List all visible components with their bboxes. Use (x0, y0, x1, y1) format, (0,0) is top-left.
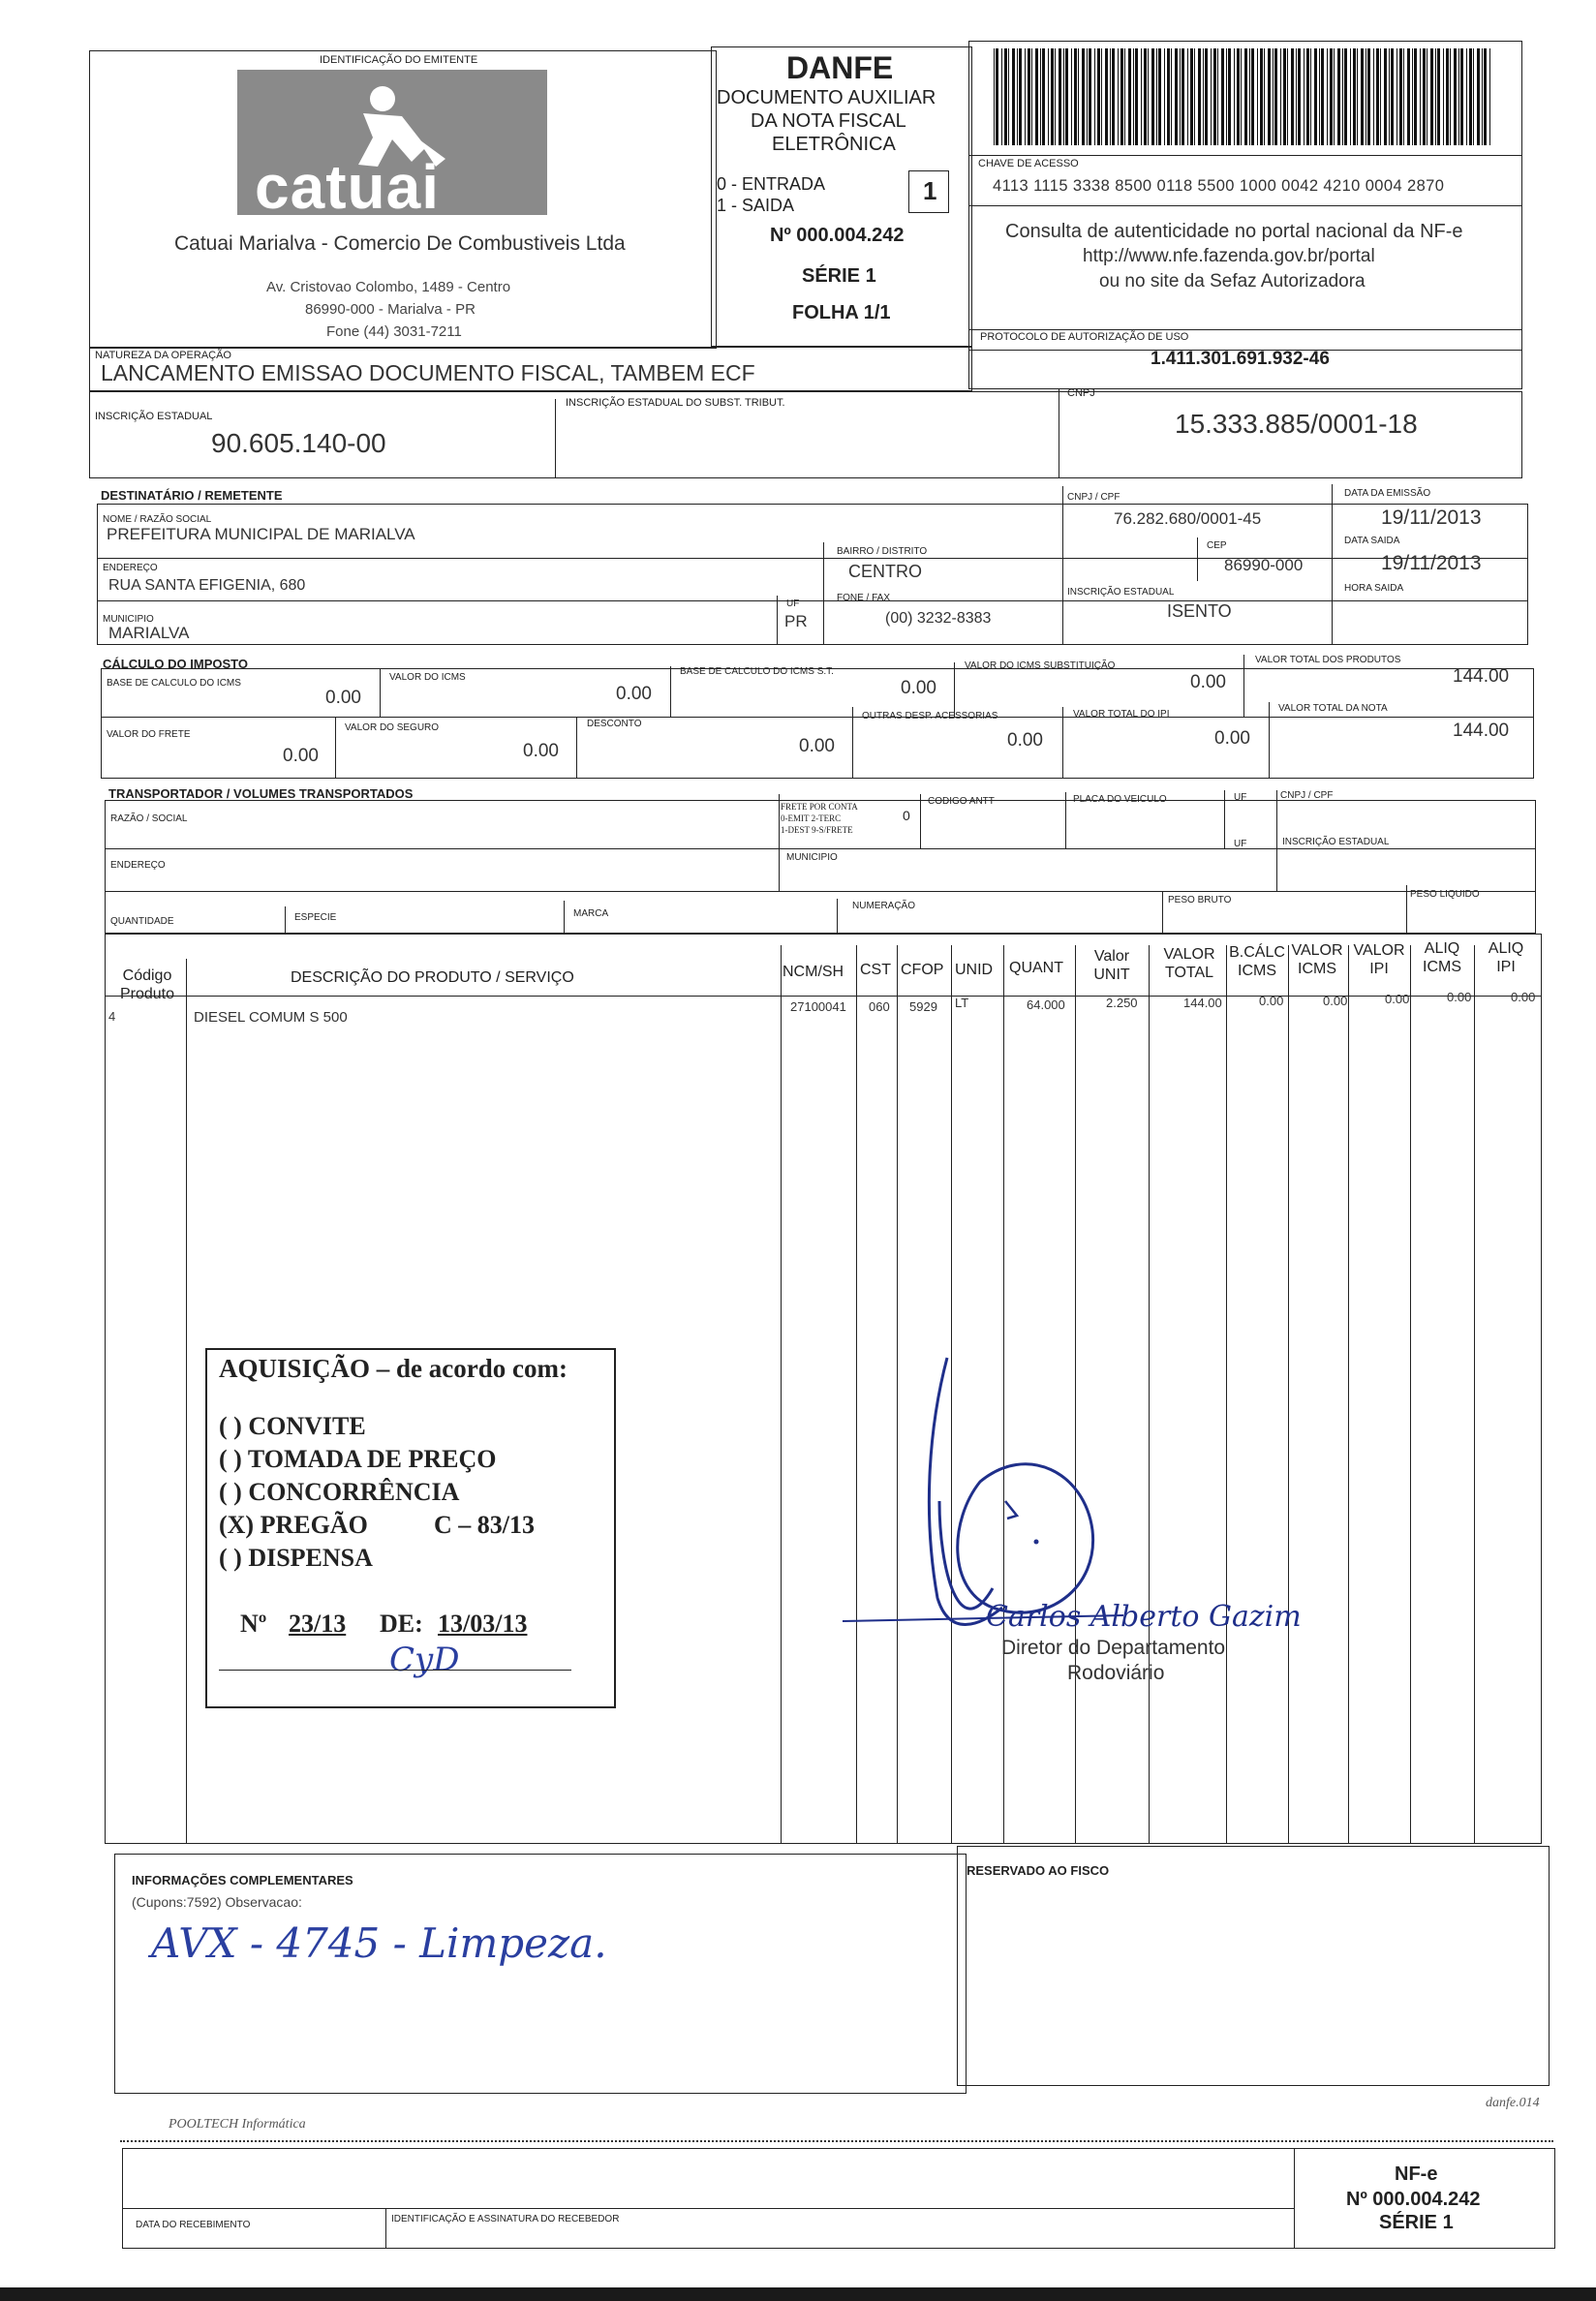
barcode-bar (1148, 48, 1149, 145)
quantidade-label: QUANTIDADE (110, 916, 174, 927)
cut-line (120, 2140, 1553, 2142)
barcode-bar (1213, 48, 1216, 145)
barcode-bar (1435, 48, 1436, 145)
fisco-label: RESERVADO AO FISCO (967, 1863, 1110, 1878)
outras-label: OUTRAS DESP. ACESSORIAS (862, 711, 998, 721)
barcode-bar (1025, 48, 1026, 145)
danfe-subtitle2: DA NOTA FISCAL (751, 110, 906, 132)
dest-fone: (00) 3232-8383 (885, 610, 992, 627)
barcode-bar (1280, 48, 1281, 145)
natureza-value: LANCAMENTO EMISSAO DOCUMENTO FISCAL, TAMBEM ECF (101, 360, 755, 385)
barcode-bar (1330, 48, 1333, 145)
dest-cnpj-label: CNPJ / CPF (1067, 492, 1120, 503)
v-st-label: VALOR DO ICMS SUBSTITUIÇÃO (965, 660, 1116, 671)
ipi: 0.00 (1214, 728, 1250, 749)
logo (237, 70, 547, 222)
col-aipi: ALIQ IPI (1488, 940, 1524, 975)
ie-value: 90.605.140-00 (211, 428, 386, 458)
barcode-bar (1466, 48, 1467, 145)
dest-municipio-label: MUNICIPIO (103, 614, 154, 625)
frete-conta3: 1-DEST 9-S/FRETE (781, 825, 853, 835)
transp-endereco-label: ENDEREÇO (110, 860, 166, 871)
cnpj-label: CNPJ (1067, 387, 1095, 399)
frete-label: VALOR DO FRETE (107, 729, 191, 740)
info-handwritten: AVX - 4745 - Limpeza. (151, 1919, 607, 1967)
stamp-title: AQUISIÇÃO – de acordo com: (219, 1354, 568, 1383)
software-credit: POOLTECH Informática (169, 2117, 306, 2132)
danfe-numero: Nº 000.004.242 (770, 225, 905, 246)
barcode-bar (1110, 48, 1111, 145)
protocolo-label: PROTOCOLO DE AUTORIZAÇÃO DE USO (980, 331, 1189, 343)
receipt-serie: SÉRIE 1 (1379, 2212, 1454, 2233)
consulta-line3: ou no site da Sefaz Autorizadora (1099, 271, 1366, 291)
barcode-bar (1423, 48, 1426, 145)
barcode-bar (1187, 48, 1188, 145)
barcode-bar (1133, 48, 1134, 145)
v-prod: 144.00 (1453, 666, 1510, 687)
barcode-bar (1035, 48, 1038, 145)
barcode-bar (1001, 48, 1002, 145)
protocolo-value: 1.411.301.691.932-46 (1151, 349, 1330, 369)
barcode-bar (1396, 48, 1397, 145)
barcode-bar (1414, 48, 1417, 145)
dest-data-emissao: 19/11/2013 (1381, 506, 1482, 529)
barcode-bar (1180, 48, 1181, 145)
barcode-bar (1391, 48, 1394, 145)
row-cfop: 5929 (909, 999, 937, 1014)
barcode-bar (1144, 48, 1147, 145)
dest-cnpj: 76.282.680/0001-45 (1114, 509, 1262, 528)
v-st: 0.00 (1190, 672, 1226, 692)
info-text: (Cupons:7592) Observacao: (132, 1894, 302, 1910)
chave-value: 4113 1115 3338 8500 0118 5500 1000 0042 4210 0004 2870 (993, 177, 1445, 195)
danfe-saida: 1 - SAIDA (717, 196, 795, 215)
barcode-bar (1135, 48, 1138, 145)
outras: 0.00 (1007, 730, 1043, 751)
barcode-bar (1477, 48, 1480, 145)
scan-bottom-edge (0, 2287, 1596, 2301)
barcode-bar (1319, 48, 1320, 145)
dest-data-saida: 19/11/2013 (1381, 552, 1482, 574)
stamp-initials: CyD (389, 1641, 460, 1679)
stamp-num-label: Nº (240, 1610, 267, 1638)
barcode-bar (1237, 48, 1240, 145)
barcode-bar (1182, 48, 1184, 145)
dest-cep-label: CEP (1207, 540, 1227, 551)
consulta-line2: http://www.nfe.fazenda.gov.br/portal (1083, 246, 1375, 266)
row-bcalc: 0.00 (1259, 994, 1284, 1008)
barcode-bar (1124, 48, 1125, 145)
ipi-label: VALOR TOTAL DO IPI (1073, 709, 1170, 720)
barcode-bar (1118, 48, 1119, 145)
dest-section: DESTINATÁRIO / REMETENTE (101, 488, 283, 503)
barcode-bar (1190, 48, 1193, 145)
barcode-bar (1089, 48, 1091, 145)
transp-municipio-label: MUNICIPIO (786, 852, 838, 863)
stamp-opt-tomada: ( ) TOMADA DE PREÇO (219, 1445, 497, 1473)
barcode-bar (994, 48, 995, 145)
barcode-bar (1430, 48, 1433, 145)
col-unid: UNID (955, 962, 994, 978)
danfe-entrada: 0 - ENTRADA (717, 174, 826, 194)
barcode-bar (1028, 48, 1030, 145)
receipt-nfe: NF-e (1395, 2163, 1438, 2185)
barcode-bar (1376, 48, 1379, 145)
barcode-bar (1384, 48, 1387, 145)
row-ncm: 27100041 (790, 999, 846, 1014)
barcode-bar (1217, 48, 1218, 145)
barcode-bar (1194, 48, 1195, 145)
row-vtotal: 144.00 (1183, 996, 1222, 1010)
barcode-bar (1407, 48, 1410, 145)
barcode-bar (1249, 48, 1250, 145)
barcode-bar (1228, 48, 1231, 145)
stamp-opt-convite: ( ) CONVITE (219, 1412, 366, 1440)
nota-label: VALOR TOTAL DA NOTA (1278, 703, 1388, 714)
col-vicms: VALOR ICMS (1291, 942, 1343, 977)
danfe-title: DANFE (786, 50, 894, 85)
stamp-opt-concorrencia: ( ) CONCORRÊNCIA (219, 1478, 460, 1506)
danfe-subtitle3: ELETRÔNICA (772, 134, 896, 155)
barcode-bar (1120, 48, 1123, 145)
col-vtotal: VALOR TOTAL (1163, 946, 1215, 981)
dest-nome-label: NOME / RAZÃO SOCIAL (103, 514, 212, 525)
consulta-line1: Consulta de autenticidade no portal nacional da NF-e (1005, 221, 1463, 242)
transp-razao-label: RAZÃO / SOCIAL (110, 813, 188, 824)
frete-conta-value: 0 (903, 808, 910, 823)
data-recebimento-label: DATA DO RECEBIMENTO (136, 2220, 251, 2230)
barcode-bar (1074, 48, 1077, 145)
dest-cep: 86990-000 (1224, 556, 1304, 574)
dest-ie: ISENTO (1167, 601, 1232, 621)
dest-endereco-label: ENDEREÇO (103, 563, 158, 573)
barcode-bar (1350, 48, 1351, 145)
stamp-opt-pregao: (X) PREGÃO (219, 1511, 368, 1539)
barcode-bar (1399, 48, 1402, 145)
signer-name: Carlos Alberto Gazim (986, 1600, 1302, 1634)
barcode-bar (1082, 48, 1085, 145)
receipt-box (122, 2148, 1555, 2249)
barcode-bar (1226, 48, 1227, 145)
col-cfop: CFOP (901, 962, 944, 978)
dest-municipio: MARIALVA (108, 624, 190, 642)
barcode-bar (1469, 48, 1472, 145)
barcode-bar (1156, 48, 1157, 145)
barcode-bar (1489, 48, 1490, 145)
stamp-de: 13/03/13 (438, 1610, 528, 1638)
emitter-address2: 86990-000 - Marialva - PR (305, 301, 476, 318)
dest-fone-label: FONE / FAX (837, 593, 891, 603)
barcode-bar (1019, 48, 1022, 145)
transp-cnpj-label: CNPJ / CPF (1280, 790, 1334, 801)
barcode-bar (1094, 48, 1095, 145)
stamp-opt-dispensa: ( ) DISPENSA (219, 1544, 373, 1572)
danfe-tipo: 1 (923, 176, 937, 205)
dest-nome: PREFEITURA MUNICIPAL DE MARIALVA (107, 525, 415, 543)
barcode-bar (1337, 48, 1340, 145)
barcode-bar (1287, 48, 1288, 145)
col-descricao: DESCRIÇÃO DO PRODUTO / SERVIÇO (291, 969, 574, 986)
barcode-bar (1151, 48, 1154, 145)
identificacao-label: IDENTIFICAÇÃO E ASSINATURA DO RECEBEDOR (391, 2214, 620, 2224)
column-divider (1410, 945, 1411, 1844)
barcode-bar (1171, 48, 1172, 145)
barcode-bar (1257, 48, 1258, 145)
danfe-serie: SÉRIE 1 (802, 265, 876, 287)
row-quant: 64.000 (1027, 997, 1065, 1012)
barcode-bar (1203, 48, 1204, 145)
barcode-bar (1221, 48, 1224, 145)
barcode-bar (1334, 48, 1335, 145)
barcode-bar (1460, 48, 1463, 145)
barcode-bar (1283, 48, 1286, 145)
barcode-bar (1065, 48, 1068, 145)
natureza-label: NATUREZA DA OPERAÇÃO (95, 350, 231, 361)
barcode-bar (1327, 48, 1328, 145)
barcode-bar (1051, 48, 1054, 145)
transp-uf2-label: UF (1234, 839, 1247, 849)
bc-icms: 0.00 (325, 688, 361, 708)
barcode-bar (1403, 48, 1404, 145)
barcode-bar (1298, 48, 1301, 145)
barcode-bar (1353, 48, 1356, 145)
form-id: danfe.014 (1486, 2096, 1540, 2110)
barcode-bar (1268, 48, 1271, 145)
row-cst: 060 (869, 999, 890, 1014)
numeracao-label: NUMERAÇÃO (852, 901, 916, 911)
antt-label: CODIGO ANTT (928, 796, 995, 807)
barcode-bar (1296, 48, 1297, 145)
barcode-bar (1087, 48, 1088, 145)
peso-liquido-label: PESO LIQUIDO (1410, 889, 1480, 900)
row-vunit: 2.250 (1106, 996, 1138, 1010)
emitter-address1: Av. Cristovao Colombo, 1489 - Centro (266, 279, 511, 295)
row-aicms: 0.00 (1447, 990, 1472, 1004)
col-cst: CST (860, 962, 891, 978)
emitter-section-label: IDENTIFICAÇÃO DO EMITENTE (320, 54, 478, 66)
barcode-bar (1361, 48, 1364, 145)
nota: 144.00 (1453, 721, 1510, 741)
frete: 0.00 (283, 746, 319, 766)
row-codigo: 4 (108, 1009, 116, 1024)
barcode-bar (1357, 48, 1358, 145)
barcode-bar (1450, 48, 1451, 145)
dest-uf-label: UF (786, 598, 800, 609)
barcode-bar (1446, 48, 1449, 145)
column-divider (1474, 945, 1475, 1844)
column-divider (1348, 945, 1349, 1844)
desconto: 0.00 (799, 736, 835, 756)
row-aipi: 0.00 (1511, 990, 1536, 1004)
barcode-bar (1128, 48, 1131, 145)
barcode-bar (1042, 48, 1045, 145)
barcode-bar (1158, 48, 1161, 145)
col-quant: QUANT (1009, 960, 1063, 976)
barcode-bar (1437, 48, 1440, 145)
barcode-bar (1097, 48, 1100, 145)
barcode-bar (1420, 48, 1421, 145)
barcode-bar (1373, 48, 1374, 145)
barcode-bar (1291, 48, 1294, 145)
seguro-label: VALOR DO SEGURO (345, 722, 440, 733)
barcode-bar (1241, 48, 1242, 145)
ie-st-label: INSCRIÇÃO ESTADUAL DO SUBST. TRIBUT. (566, 397, 785, 409)
col-aicms: ALIQ ICMS (1423, 940, 1461, 975)
barcode-bar (1251, 48, 1254, 145)
barcode-bar (1078, 48, 1079, 145)
cnpj-value: 15.333.885/0001-18 (1175, 409, 1418, 439)
barcode-bar (1244, 48, 1247, 145)
barcode-bar (1031, 48, 1032, 145)
bc-st: 0.00 (901, 678, 936, 698)
row-vipi: 0.00 (1385, 992, 1410, 1006)
transp-uf-label: UF (1234, 792, 1247, 803)
info-box (114, 1854, 967, 2094)
info-label: INFORMAÇÕES COMPLEMENTARES (132, 1873, 353, 1887)
dest-endereco: RUA SANTA EFIGENIA, 680 (108, 577, 306, 594)
barcode-bar (1040, 48, 1041, 145)
dest-bairro-label: BAIRRO / DISTRITO (837, 546, 928, 557)
row-vicms: 0.00 (1323, 994, 1348, 1008)
barcode-bar (1380, 48, 1381, 145)
frete-conta2: 0-EMIT 2-TERC (781, 813, 842, 823)
barcode-bar (1198, 48, 1201, 145)
barcode-bar (1175, 48, 1178, 145)
barcode-bar (1367, 48, 1370, 145)
frete-conta1: FRETE POR CONTA (781, 802, 858, 812)
dest-ie-label: INSCRIÇÃO ESTADUAL (1067, 587, 1175, 598)
signer-role2: Rodoviário (1067, 1662, 1165, 1684)
barcode-bar (1454, 48, 1457, 145)
row-descricao: DIESEL COMUM S 500 (194, 1009, 348, 1026)
desconto-label: DESCONTO (587, 719, 642, 729)
danfe-subtitle1: DOCUMENTO AUXILIAR (717, 87, 936, 108)
marca-label: MARCA (573, 908, 609, 919)
barcode-bar (1314, 48, 1317, 145)
barcode-bar (1063, 48, 1064, 145)
barcode-bar (1141, 48, 1142, 145)
stamp-num: 23/13 (289, 1610, 347, 1638)
barcode-bar (1482, 48, 1483, 145)
dest-data-saida-label: DATA SAIDA (1344, 536, 1400, 546)
barcode-bar (1012, 48, 1015, 145)
barcode-bar (1008, 48, 1009, 145)
dest-bairro: CENTRO (848, 562, 922, 581)
barcode-bar (1310, 48, 1311, 145)
barcode-bar (1412, 48, 1413, 145)
barcode-bar (1274, 48, 1277, 145)
barcode-bar (1048, 48, 1049, 145)
col-codigo: Código Produto (119, 967, 175, 1002)
stamp-de-label: DE: (380, 1610, 423, 1638)
col-vipi: VALOR IPI (1353, 942, 1405, 977)
dest-uf: PR (784, 612, 808, 630)
barcode-bar (1389, 48, 1390, 145)
barcode-bar (1321, 48, 1324, 145)
barcode-bar (1017, 48, 1018, 145)
v-icms: 0.00 (616, 684, 652, 704)
signer-role1: Diretor do Departamento (1001, 1637, 1226, 1659)
dest-data-emissao-label: DATA DA EMISSÃO (1344, 488, 1431, 499)
emitter-phone: Fone (44) 3031-7211 (326, 323, 462, 340)
barcode-bar (1211, 48, 1212, 145)
barcode-bar (1205, 48, 1208, 145)
barcode-bar (1344, 48, 1347, 145)
placa-label: PLACA DO VEICULO (1073, 794, 1167, 805)
v-icms-label: VALOR DO ICMS (389, 672, 466, 683)
barcode-bar (1105, 48, 1108, 145)
col-ncm: NCM/SH (783, 964, 844, 980)
barcode-bar (1306, 48, 1309, 145)
barcode-bar (1112, 48, 1115, 145)
transp-section: TRANSPORTADOR / VOLUMES TRANSPORTADOS (108, 786, 414, 801)
especie-label: ESPECIE (294, 912, 337, 923)
barcode-bar (1004, 48, 1007, 145)
col-bcalc: B.CÁLC ICMS (1229, 944, 1285, 979)
danfe-folha: FOLHA 1/1 (792, 302, 891, 323)
barcode-bar (1071, 48, 1072, 145)
receipt-numero: Nº 000.004.242 (1346, 2189, 1481, 2210)
barcode-bar (1059, 48, 1061, 145)
barcode-bar (1234, 48, 1235, 145)
stamp-pregao-code: C – 83/13 (434, 1511, 535, 1539)
barcode-bar (1167, 48, 1170, 145)
seguro: 0.00 (523, 741, 559, 761)
barcode-bar (1164, 48, 1165, 145)
barcode-bar (1443, 48, 1444, 145)
column-divider (186, 959, 187, 1844)
column-divider (781, 945, 782, 1844)
barcode-bar (1484, 48, 1487, 145)
column-divider (1288, 945, 1289, 1844)
ie-label: INSCRIÇÃO ESTADUAL (95, 411, 213, 422)
bc-icms-label: BASE DE CALCULO DO ICMS (107, 678, 241, 689)
barcode-bar (1264, 48, 1265, 145)
chave-label: CHAVE DE ACESSO (978, 158, 1079, 169)
logo-text: catuai (255, 152, 440, 222)
fisco-box (957, 1846, 1550, 2086)
imposto-section: CÁLCULO DO IMPOSTO (103, 657, 248, 671)
transp-ie-label: INSCRIÇÃO ESTADUAL (1282, 837, 1390, 847)
barcode-bar (1342, 48, 1343, 145)
barcode-bar (1260, 48, 1263, 145)
v-prod-label: VALOR TOTAL DOS PRODUTOS (1255, 655, 1401, 665)
barcode-bar (1458, 48, 1459, 145)
barcode-bar (1273, 48, 1274, 145)
barcode (994, 39, 1497, 155)
col-vunit: Valor UNIT (1093, 948, 1130, 983)
barcode-bar (1055, 48, 1056, 145)
barcode-bar (1473, 48, 1474, 145)
bc-st-label: BASE DE CALCULO DO ICMS S.T. (680, 666, 834, 677)
peso-bruto-label: PESO BRUTO (1168, 895, 1232, 905)
dest-hora-label: HORA SAIDA (1344, 583, 1404, 594)
barcode-bar (1101, 48, 1102, 145)
row-unid: LT (955, 996, 969, 1010)
emitter-name: Catuai Marialva - Comercio De Combustiveis Ltda (174, 232, 626, 255)
barcode-bar (996, 48, 998, 145)
